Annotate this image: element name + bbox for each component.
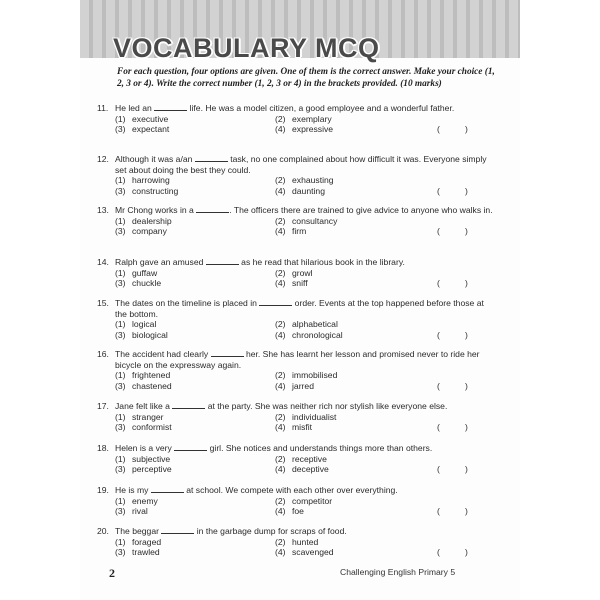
question-number: 13. xyxy=(97,205,109,215)
question-number: 16. xyxy=(97,349,109,359)
option-3: (3) rival xyxy=(115,506,148,516)
answer-bracket-close: ) xyxy=(465,226,468,236)
answer-bracket-open[interactable]: ( xyxy=(437,380,440,391)
question-20 xyxy=(97,526,497,558)
question-stem: Although it was a/an task, no one complained about how difficult it was. Everyone simply set about doing the best they could. xyxy=(115,154,487,175)
options-grid xyxy=(115,496,497,517)
option-4: (4) misfit xyxy=(275,422,313,432)
worksheet-page xyxy=(80,0,520,600)
options-grid xyxy=(115,175,497,196)
option-2: (2) exemplary xyxy=(275,113,332,124)
answer-blank xyxy=(151,485,184,493)
question-15 xyxy=(97,298,497,340)
question-number: 20. xyxy=(97,526,109,536)
question-18 xyxy=(97,443,497,475)
answer-blank xyxy=(174,443,207,451)
question-stem: He is my at school. We compete with each other over everything. xyxy=(115,485,398,495)
question-number: 14. xyxy=(97,257,109,267)
options-grid xyxy=(115,268,497,289)
option-1: (1) dealership xyxy=(115,215,172,226)
question-13 xyxy=(97,205,497,237)
question-11 xyxy=(97,103,497,135)
option-1: (1) stranger xyxy=(115,411,164,422)
answer-bracket-open[interactable]: ( xyxy=(437,185,440,196)
option-2: (2) hunted xyxy=(275,536,319,547)
option-1: (1) foraged xyxy=(115,536,162,547)
option-4: (4) sniff xyxy=(275,278,308,288)
option-3: (3) trawled xyxy=(115,547,160,557)
page-title: VOCABULARY MCQ xyxy=(113,33,380,63)
option-2: (2) alphabetical xyxy=(275,319,338,329)
question-number: 15. xyxy=(97,298,109,308)
book-title: Challenging English Primary 5 xyxy=(340,567,456,577)
answer-blank xyxy=(172,401,205,409)
option-3: (3) biological xyxy=(115,329,168,340)
option-2: (2) individualist xyxy=(275,411,337,422)
answer-bracket-open[interactable]: ( xyxy=(437,422,440,432)
answer-bracket-close: ) xyxy=(465,124,468,134)
question-stem: Mr Chong works in a . The officers there are trained to give advice to anyone who walks in. xyxy=(115,205,493,215)
options-grid xyxy=(115,114,497,135)
option-1: (1) frightened xyxy=(115,370,171,380)
question-number: 19. xyxy=(97,485,109,495)
options-grid xyxy=(115,319,497,340)
answer-blank xyxy=(259,298,292,306)
option-1: (1) logical xyxy=(115,319,157,329)
option-1: (1) harrowing xyxy=(115,175,170,185)
answer-bracket-open[interactable]: ( xyxy=(437,329,440,340)
answer-bracket-open[interactable]: ( xyxy=(437,464,440,474)
option-1: (1) subjective xyxy=(115,453,171,464)
instructions-text: For each question, four options are given. One of them is the correct answer. Make your choice (1, 2, 3 or 4). Write the correct number (1, 2, 3 or 4) in the brackets provided. (10 marks) xyxy=(117,67,495,89)
answer-bracket-close: ) xyxy=(465,380,468,391)
option-3: (3) chuckle xyxy=(115,278,162,288)
options-grid xyxy=(115,537,497,558)
option-2: (2) exhausting xyxy=(275,175,334,185)
option-3: (3) expectant xyxy=(115,124,170,134)
question-stem: The dates on the timeline is placed in order. Events at the top happened before those at the bottom. xyxy=(115,298,484,319)
option-4: (4) jarred xyxy=(275,380,314,391)
answer-bracket-close: ) xyxy=(465,506,468,516)
answer-blank xyxy=(161,526,194,534)
answer-bracket-close: ) xyxy=(465,278,468,288)
answer-bracket-close: ) xyxy=(465,547,468,557)
question-16 xyxy=(97,349,497,391)
answer-bracket-close: ) xyxy=(465,464,468,474)
question-stem: Helen is a very girl. She notices and understands things more than others. xyxy=(115,443,433,453)
answer-blank xyxy=(154,103,187,111)
striped-header-banner xyxy=(80,0,520,63)
question-14 xyxy=(97,257,497,289)
option-2: (2) immobilised xyxy=(275,370,338,380)
answer-bracket-open[interactable]: ( xyxy=(437,278,440,288)
option-3: (3) perceptive xyxy=(115,464,172,474)
option-4: (4) firm xyxy=(275,226,307,236)
option-1: (1) executive xyxy=(115,113,169,124)
option-4: (4) foe xyxy=(275,506,304,516)
question-stem: He led an life. He was a model citizen, a good employee and a wonderful father. xyxy=(115,103,455,113)
answer-blank xyxy=(206,257,239,265)
question-stem: Ralph gave an amused as he read that hilarious book in the library. xyxy=(115,257,405,267)
question-stem: The beggar in the garbage dump for scraps of food. xyxy=(115,526,347,536)
option-3: (3) constructing xyxy=(115,185,179,196)
answer-blank xyxy=(195,154,228,162)
answer-bracket-open[interactable]: ( xyxy=(437,506,440,516)
answer-bracket-open[interactable]: ( xyxy=(437,124,440,134)
options-grid xyxy=(115,454,497,475)
option-3: (3) conformist xyxy=(115,422,172,432)
answer-bracket-close: ) xyxy=(465,185,468,196)
page-number: 2 xyxy=(109,566,115,580)
question-19 xyxy=(97,485,497,517)
answer-bracket-close: ) xyxy=(465,329,468,340)
option-2: (2) growl xyxy=(275,267,313,278)
answer-bracket-open[interactable]: ( xyxy=(437,547,440,557)
option-4: (4) expressive xyxy=(275,124,334,134)
option-2: (2) competitor xyxy=(275,495,333,506)
question-stem: The accident had clearly her. She has learnt her lesson and promised never to ride her bicycle on the expressway again. xyxy=(115,349,480,370)
option-1: (1) guffaw xyxy=(115,267,158,278)
question-number: 17. xyxy=(97,401,109,411)
answer-blank xyxy=(211,349,244,357)
option-4: (4) scavenged xyxy=(275,547,334,557)
options-grid xyxy=(115,412,497,433)
option-4: (4) daunting xyxy=(275,185,325,196)
question-number: 18. xyxy=(97,443,109,453)
options-grid xyxy=(115,216,497,237)
options-grid xyxy=(115,370,497,391)
answer-blank xyxy=(196,205,229,213)
question-number: 11. xyxy=(97,103,109,113)
question-stem: Jane felt like a at the party. She was neither rich nor stylish like everyone else. xyxy=(115,401,448,411)
option-4: (4) chronological xyxy=(275,329,343,340)
question-12 xyxy=(97,154,497,196)
option-1: (1) enemy xyxy=(115,495,158,506)
option-2: (2) consultancy xyxy=(275,215,338,226)
question-number: 12. xyxy=(97,154,109,164)
option-3: (3) company xyxy=(115,226,167,236)
answer-bracket-open[interactable]: ( xyxy=(437,226,440,236)
option-2: (2) receptive xyxy=(275,453,327,464)
question-17 xyxy=(97,401,497,433)
answer-bracket-close: ) xyxy=(465,422,468,432)
option-3: (3) chastened xyxy=(115,380,172,391)
option-4: (4) deceptive xyxy=(275,464,329,474)
